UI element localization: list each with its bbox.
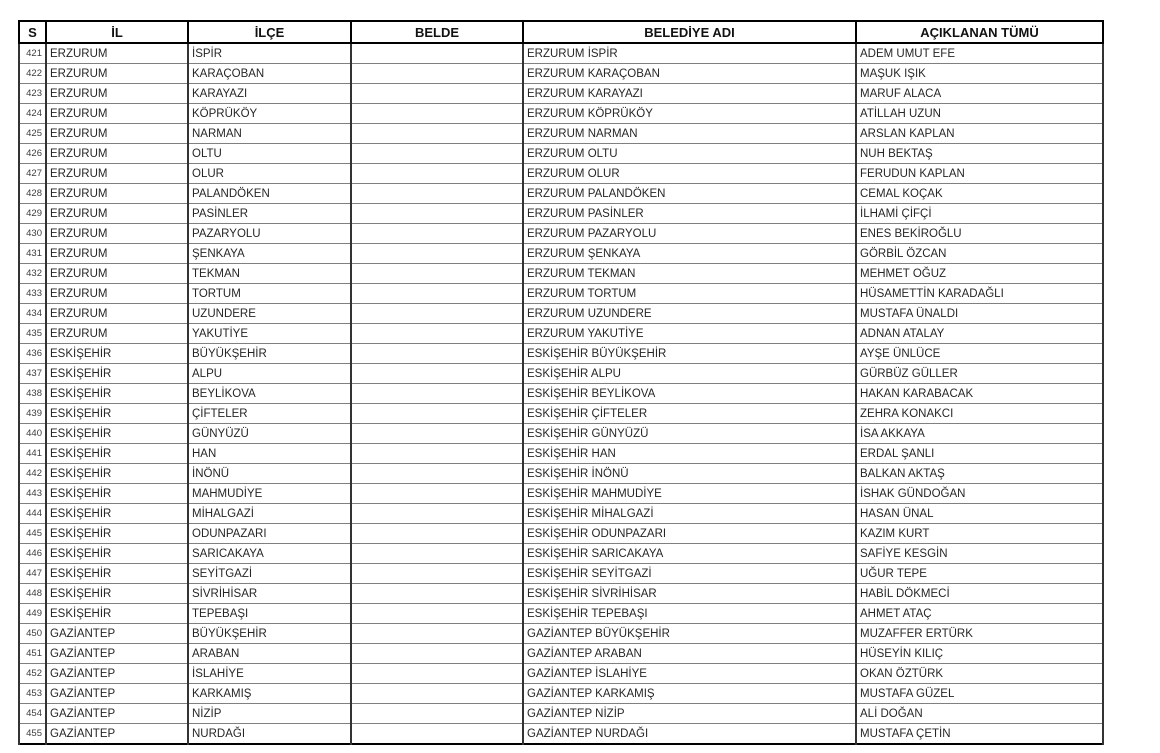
- cell-il: ERZURUM: [46, 224, 188, 244]
- cell-il: ESKİŞEHİR: [46, 584, 188, 604]
- table-row: [19, 524, 1103, 544]
- cell-belde: [351, 624, 523, 644]
- cell-belde: [351, 564, 523, 584]
- cell-belde: [351, 484, 523, 504]
- table-row: [19, 724, 1103, 745]
- cell-il: GAZİANTEP: [46, 644, 188, 664]
- cell-s: 431: [19, 244, 46, 264]
- table-row: [19, 264, 1103, 284]
- table-header: [19, 21, 1103, 43]
- cell-s: 434: [19, 304, 46, 324]
- cell-s: 424: [19, 104, 46, 124]
- column-header-il: İL: [46, 21, 188, 43]
- cell-il: ERZURUM: [46, 184, 188, 204]
- cell-aciklanan: AYŞE ÜNLÜCE: [856, 344, 1103, 364]
- cell-belde: [351, 364, 523, 384]
- cell-ilce: NİZİP: [188, 704, 351, 724]
- table-row: [19, 164, 1103, 184]
- cell-s: 435: [19, 324, 46, 344]
- cell-aciklanan: UĞUR TEPE: [856, 564, 1103, 584]
- cell-belde: [351, 244, 523, 264]
- table-row: [19, 584, 1103, 604]
- cell-ilce: ÇİFTELER: [188, 404, 351, 424]
- table-row: [19, 384, 1103, 404]
- cell-s: 441: [19, 444, 46, 464]
- cell-belde: [351, 184, 523, 204]
- cell-il: ERZURUM: [46, 124, 188, 144]
- cell-il: GAZİANTEP: [46, 664, 188, 684]
- table-row: [19, 43, 1103, 64]
- cell-belde: [351, 204, 523, 224]
- cell-ilce: PALANDÖKEN: [188, 184, 351, 204]
- cell-aciklanan: MUSTAFA ÇETİN: [856, 724, 1103, 745]
- cell-aciklanan: MAŞUK IŞIK: [856, 64, 1103, 84]
- cell-belediye: ERZURUM ŞENKAYA: [523, 244, 856, 264]
- cell-belde: [351, 524, 523, 544]
- cell-il: ESKİŞEHİR: [46, 344, 188, 364]
- cell-belde: [351, 584, 523, 604]
- cell-ilce: TEKMAN: [188, 264, 351, 284]
- cell-aciklanan: FERUDUN KAPLAN: [856, 164, 1103, 184]
- cell-aciklanan: İLHAMİ ÇİFÇİ: [856, 204, 1103, 224]
- cell-aciklanan: ADEM UMUT EFE: [856, 43, 1103, 64]
- cell-ilce: ALPU: [188, 364, 351, 384]
- cell-belediye: ERZURUM UZUNDERE: [523, 304, 856, 324]
- cell-belde: [351, 64, 523, 84]
- cell-aciklanan: HAKAN KARABACAK: [856, 384, 1103, 404]
- cell-s: 450: [19, 624, 46, 644]
- cell-belde: [351, 84, 523, 104]
- cell-belediye: ESKİŞEHİR BÜYÜKŞEHİR: [523, 344, 856, 364]
- cell-s: 444: [19, 504, 46, 524]
- table-row: [19, 204, 1103, 224]
- cell-ilce: OLTU: [188, 144, 351, 164]
- cell-belde: [351, 424, 523, 444]
- cell-belediye: ERZURUM OLTU: [523, 144, 856, 164]
- cell-il: ERZURUM: [46, 164, 188, 184]
- cell-s: 449: [19, 604, 46, 624]
- table-body: [19, 43, 1103, 744]
- cell-aciklanan: SAFİYE KESGİN: [856, 544, 1103, 564]
- cell-aciklanan: ADNAN ATALAY: [856, 324, 1103, 344]
- cell-il: ERZURUM: [46, 324, 188, 344]
- cell-belediye: ESKİŞEHİR HAN: [523, 444, 856, 464]
- cell-aciklanan: HASAN ÜNAL: [856, 504, 1103, 524]
- column-header-belediye: BELEDİYE ADI: [523, 21, 856, 43]
- cell-s: 430: [19, 224, 46, 244]
- column-header-belde: BELDE: [351, 21, 523, 43]
- cell-belediye: ERZURUM KARAYAZI: [523, 84, 856, 104]
- cell-s: 451: [19, 644, 46, 664]
- table-row: [19, 664, 1103, 684]
- cell-belde: [351, 304, 523, 324]
- cell-s: 421: [19, 43, 46, 64]
- table-row: [19, 224, 1103, 244]
- cell-s: 442: [19, 464, 46, 484]
- table-row: [19, 124, 1103, 144]
- cell-s: 433: [19, 284, 46, 304]
- cell-il: ERZURUM: [46, 244, 188, 264]
- cell-aciklanan: İSA AKKAYA: [856, 424, 1103, 444]
- cell-belde: [351, 464, 523, 484]
- cell-belde: [351, 344, 523, 364]
- cell-s: 455: [19, 724, 46, 745]
- cell-ilce: MAHMUDİYE: [188, 484, 351, 504]
- cell-il: ESKİŞEHİR: [46, 564, 188, 584]
- table-row: [19, 444, 1103, 464]
- cell-belediye: ERZURUM KÖPRÜKÖY: [523, 104, 856, 124]
- cell-il: ESKİŞEHİR: [46, 404, 188, 424]
- cell-belde: [351, 644, 523, 664]
- cell-aciklanan: İSHAK GÜNDOĞAN: [856, 484, 1103, 504]
- cell-belediye: GAZİANTEP ARABAN: [523, 644, 856, 664]
- cell-il: ERZURUM: [46, 304, 188, 324]
- cell-ilce: BÜYÜKŞEHİR: [188, 624, 351, 644]
- table-row: [19, 544, 1103, 564]
- cell-aciklanan: MUSTAFA ÜNALDI: [856, 304, 1103, 324]
- cell-ilce: OLUR: [188, 164, 351, 184]
- cell-ilce: KARKAMIŞ: [188, 684, 351, 704]
- cell-il: ESKİŞEHİR: [46, 544, 188, 564]
- cell-belediye: ERZURUM PAZARYOLU: [523, 224, 856, 244]
- table-row: [19, 184, 1103, 204]
- cell-il: GAZİANTEP: [46, 624, 188, 644]
- cell-belediye: ESKİŞEHİR MİHALGAZİ: [523, 504, 856, 524]
- cell-s: 438: [19, 384, 46, 404]
- cell-belediye: ERZURUM NARMAN: [523, 124, 856, 144]
- cell-belediye: GAZİANTEP NURDAĞI: [523, 724, 856, 745]
- cell-belde: [351, 284, 523, 304]
- cell-belediye: GAZİANTEP KARKAMIŞ: [523, 684, 856, 704]
- cell-belediye: ESKİŞEHİR SARICAKAYA: [523, 544, 856, 564]
- cell-il: ERZURUM: [46, 204, 188, 224]
- cell-aciklanan: MUSTAFA GÜZEL: [856, 684, 1103, 704]
- cell-belde: [351, 444, 523, 464]
- cell-aciklanan: BALKAN AKTAŞ: [856, 464, 1103, 484]
- cell-s: 448: [19, 584, 46, 604]
- cell-belde: [351, 104, 523, 124]
- cell-belde: [351, 404, 523, 424]
- cell-aciklanan: OKAN ÖZTÜRK: [856, 664, 1103, 684]
- cell-ilce: İNÖNÜ: [188, 464, 351, 484]
- column-header-aciklanan: AÇIKLANAN TÜMÜ: [856, 21, 1103, 43]
- cell-il: GAZİANTEP: [46, 704, 188, 724]
- cell-s: 446: [19, 544, 46, 564]
- cell-il: GAZİANTEP: [46, 724, 188, 745]
- table-row: [19, 464, 1103, 484]
- cell-ilce: UZUNDERE: [188, 304, 351, 324]
- cell-ilce: ODUNPAZARI: [188, 524, 351, 544]
- cell-il: ESKİŞEHİR: [46, 444, 188, 464]
- cell-il: ESKİŞEHİR: [46, 604, 188, 624]
- cell-belde: [351, 664, 523, 684]
- cell-ilce: TORTUM: [188, 284, 351, 304]
- cell-s: 437: [19, 364, 46, 384]
- cell-s: 453: [19, 684, 46, 704]
- cell-ilce: GÜNYÜZÜ: [188, 424, 351, 444]
- table-row: [19, 284, 1103, 304]
- cell-il: ERZURUM: [46, 104, 188, 124]
- cell-ilce: MİHALGAZİ: [188, 504, 351, 524]
- cell-belediye: ESKİŞEHİR BEYLİKOVA: [523, 384, 856, 404]
- cell-aciklanan: HÜSAMETTİN KARADAĞLI: [856, 284, 1103, 304]
- cell-ilce: HAN: [188, 444, 351, 464]
- cell-aciklanan: AHMET ATAÇ: [856, 604, 1103, 624]
- table-row: [19, 564, 1103, 584]
- cell-aciklanan: ERDAL ŞANLI: [856, 444, 1103, 464]
- cell-s: 447: [19, 564, 46, 584]
- cell-ilce: NURDAĞI: [188, 724, 351, 745]
- cell-ilce: İSPİR: [188, 43, 351, 64]
- cell-ilce: PAZARYOLU: [188, 224, 351, 244]
- column-header-s: S: [19, 21, 46, 43]
- cell-ilce: SARICAKAYA: [188, 544, 351, 564]
- cell-aciklanan: ATİLLAH UZUN: [856, 104, 1103, 124]
- cell-s: 445: [19, 524, 46, 544]
- cell-ilce: SEYİTGAZİ: [188, 564, 351, 584]
- table-row: [19, 484, 1103, 504]
- cell-aciklanan: MUZAFFER ERTÜRK: [856, 624, 1103, 644]
- cell-s: 440: [19, 424, 46, 444]
- cell-s: 427: [19, 164, 46, 184]
- cell-il: ERZURUM: [46, 264, 188, 284]
- cell-s: 423: [19, 84, 46, 104]
- cell-ilce: YAKUTİYE: [188, 324, 351, 344]
- cell-ilce: KÖPRÜKÖY: [188, 104, 351, 124]
- cell-aciklanan: ARSLAN KAPLAN: [856, 124, 1103, 144]
- cell-belde: [351, 384, 523, 404]
- cell-il: ERZURUM: [46, 284, 188, 304]
- cell-belediye: ERZURUM KARAÇOBAN: [523, 64, 856, 84]
- cell-il: ESKİŞEHİR: [46, 384, 188, 404]
- cell-belediye: ERZURUM PASİNLER: [523, 204, 856, 224]
- cell-il: ESKİŞEHİR: [46, 464, 188, 484]
- cell-belediye: GAZİANTEP BÜYÜKŞEHİR: [523, 624, 856, 644]
- cell-s: 426: [19, 144, 46, 164]
- cell-s: 429: [19, 204, 46, 224]
- cell-belde: [351, 43, 523, 64]
- cell-belediye: ESKİŞEHİR MAHMUDİYE: [523, 484, 856, 504]
- cell-belediye: ERZURUM YAKUTİYE: [523, 324, 856, 344]
- cell-aciklanan: GÖRBİL ÖZCAN: [856, 244, 1103, 264]
- cell-belde: [351, 704, 523, 724]
- cell-ilce: SİVRİHİSAR: [188, 584, 351, 604]
- cell-belediye: GAZİANTEP İSLAHİYE: [523, 664, 856, 684]
- cell-s: 454: [19, 704, 46, 724]
- cell-aciklanan: ZEHRA KONAKCI: [856, 404, 1103, 424]
- cell-il: ERZURUM: [46, 84, 188, 104]
- cell-aciklanan: ALİ DOĞAN: [856, 704, 1103, 724]
- cell-belediye: ESKİŞEHİR İNÖNÜ: [523, 464, 856, 484]
- cell-belediye: ESKİŞEHİR SİVRİHİSAR: [523, 584, 856, 604]
- table-row: [19, 404, 1103, 424]
- cell-ilce: ARABAN: [188, 644, 351, 664]
- table-row: [19, 604, 1103, 624]
- cell-s: 425: [19, 124, 46, 144]
- cell-ilce: TEPEBAŞI: [188, 604, 351, 624]
- cell-aciklanan: MARUF ALACA: [856, 84, 1103, 104]
- table-row: [19, 144, 1103, 164]
- table-row: [19, 364, 1103, 384]
- cell-s: 452: [19, 664, 46, 684]
- cell-belediye: ERZURUM PALANDÖKEN: [523, 184, 856, 204]
- cell-belediye: ESKİŞEHİR TEPEBAŞI: [523, 604, 856, 624]
- table-row: [19, 104, 1103, 124]
- cell-aciklanan: HÜSEYİN KILIÇ: [856, 644, 1103, 664]
- cell-s: 428: [19, 184, 46, 204]
- cell-aciklanan: ENES BEKİROĞLU: [856, 224, 1103, 244]
- cell-aciklanan: NUH BEKTAŞ: [856, 144, 1103, 164]
- cell-il: ESKİŞEHİR: [46, 504, 188, 524]
- column-header-ilce: İLÇE: [188, 21, 351, 43]
- cell-il: GAZİANTEP: [46, 684, 188, 704]
- cell-il: ERZURUM: [46, 144, 188, 164]
- table-row: [19, 684, 1103, 704]
- cell-il: ESKİŞEHİR: [46, 424, 188, 444]
- table-row: [19, 504, 1103, 524]
- cell-s: 443: [19, 484, 46, 504]
- table-row: [19, 424, 1103, 444]
- cell-belediye: ERZURUM OLUR: [523, 164, 856, 184]
- cell-ilce: NARMAN: [188, 124, 351, 144]
- cell-ilce: BEYLİKOVA: [188, 384, 351, 404]
- cell-aciklanan: GÜRBÜZ GÜLLER: [856, 364, 1103, 384]
- cell-belde: [351, 124, 523, 144]
- table-row: [19, 324, 1103, 344]
- cell-belde: [351, 264, 523, 284]
- cell-ilce: İSLAHİYE: [188, 664, 351, 684]
- cell-belde: [351, 324, 523, 344]
- cell-belde: [351, 604, 523, 624]
- cell-ilce: PASİNLER: [188, 204, 351, 224]
- cell-belde: [351, 164, 523, 184]
- cell-belediye: ESKİŞEHİR ODUNPAZARI: [523, 524, 856, 544]
- cell-aciklanan: HABİL DÖKMECİ: [856, 584, 1103, 604]
- cell-belediye: ESKİŞEHİR ALPU: [523, 364, 856, 384]
- cell-belediye: ESKİŞEHİR GÜNYÜZÜ: [523, 424, 856, 444]
- cell-s: 439: [19, 404, 46, 424]
- cell-il: ESKİŞEHİR: [46, 364, 188, 384]
- cell-belediye: ERZURUM TORTUM: [523, 284, 856, 304]
- cell-ilce: KARAÇOBAN: [188, 64, 351, 84]
- cell-il: ERZURUM: [46, 64, 188, 84]
- cell-ilce: ŞENKAYA: [188, 244, 351, 264]
- cell-belde: [351, 224, 523, 244]
- cell-belde: [351, 684, 523, 704]
- cell-belediye: ESKİŞEHİR SEYİTGAZİ: [523, 564, 856, 584]
- cell-aciklanan: MEHMET OĞUZ: [856, 264, 1103, 284]
- cell-ilce: KARAYAZI: [188, 84, 351, 104]
- table-row: [19, 244, 1103, 264]
- cell-belediye: ERZURUM İSPİR: [523, 43, 856, 64]
- cell-aciklanan: KAZIM KURT: [856, 524, 1103, 544]
- cell-belediye: ERZURUM TEKMAN: [523, 264, 856, 284]
- table-row: [19, 644, 1103, 664]
- table-row: [19, 304, 1103, 324]
- cell-il: ERZURUM: [46, 43, 188, 64]
- cell-ilce: BÜYÜKŞEHİR: [188, 344, 351, 364]
- cell-belde: [351, 724, 523, 745]
- header-row: [19, 21, 1103, 43]
- table-row: [19, 704, 1103, 724]
- table-row: [19, 624, 1103, 644]
- cell-belde: [351, 504, 523, 524]
- cell-belediye: GAZİANTEP NİZİP: [523, 704, 856, 724]
- municipality-table: [18, 20, 1104, 745]
- cell-s: 422: [19, 64, 46, 84]
- cell-aciklanan: CEMAL KOÇAK: [856, 184, 1103, 204]
- cell-il: ESKİŞEHİR: [46, 484, 188, 504]
- cell-belde: [351, 544, 523, 564]
- table-row: [19, 64, 1103, 84]
- table-row: [19, 344, 1103, 364]
- cell-s: 436: [19, 344, 46, 364]
- cell-belde: [351, 144, 523, 164]
- cell-belediye: ESKİŞEHİR ÇİFTELER: [523, 404, 856, 424]
- table-row: [19, 84, 1103, 104]
- cell-il: ESKİŞEHİR: [46, 524, 188, 544]
- cell-s: 432: [19, 264, 46, 284]
